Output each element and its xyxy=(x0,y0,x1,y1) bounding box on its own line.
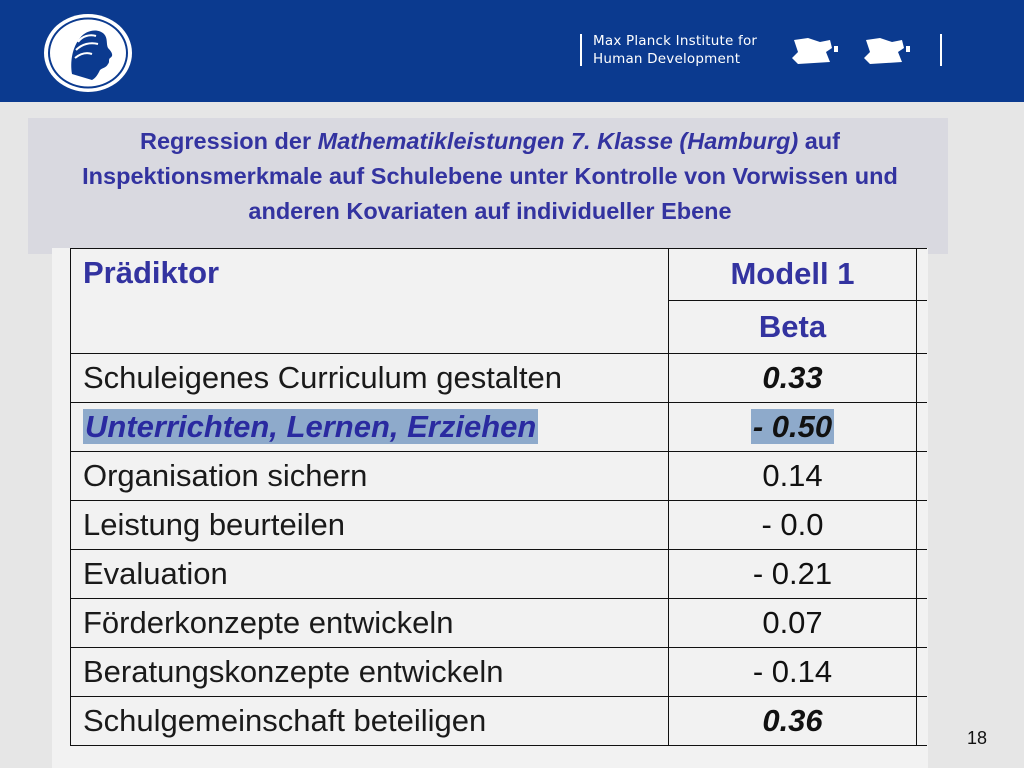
beta-cell: - 0.21 xyxy=(669,550,917,599)
institute-name xyxy=(593,32,757,68)
institute-divider xyxy=(580,34,582,66)
beta-cell xyxy=(669,403,917,452)
beta-cell: 0.36 xyxy=(669,697,917,746)
table-row xyxy=(71,599,927,648)
beta-cell: 0.33 xyxy=(669,354,917,403)
table-row xyxy=(71,452,927,501)
predictor-header: Prädiktor xyxy=(71,249,669,354)
minerva-logo-icon xyxy=(42,12,134,94)
predictor-cell: Förderkonzepte entwickeln xyxy=(71,599,669,648)
header-banner xyxy=(0,0,1024,102)
institute-line-1: Max Planck Institute for xyxy=(593,33,758,49)
beta-header: Beta xyxy=(669,300,917,353)
banner-end-divider xyxy=(940,34,942,66)
table-row xyxy=(71,403,927,452)
beta-cell: - 0.0 xyxy=(669,501,917,550)
table-row xyxy=(71,648,927,697)
beta-cell: 0.07 xyxy=(669,599,917,648)
predictor-cell: Schuleigenes Curriculum gestalten xyxy=(71,354,669,403)
title-italic: Mathematikleistungen 7. Klasse (Hamburg) xyxy=(317,128,799,154)
page-number: 18 xyxy=(966,728,988,748)
table-row xyxy=(71,550,927,599)
table-row xyxy=(71,697,927,746)
institute-mark-icon xyxy=(790,36,840,66)
table-row xyxy=(71,354,927,403)
title-part-2: auf Inspektionsmerkmale auf Schulebene unter Kontrolle von Vorwissen und anderen Kovariaten auf individueller Ebene xyxy=(82,128,898,224)
predictor-cell: Leistung beurteilen xyxy=(71,501,669,550)
title-part-1: Regression der xyxy=(140,128,318,154)
highlighted-beta: - 0.50 xyxy=(752,409,833,444)
institute-line-2: Human Development xyxy=(593,51,741,67)
predictor-cell xyxy=(71,403,669,452)
beta-cell: - 0.14 xyxy=(669,648,917,697)
predictor-cell: Evaluation xyxy=(71,550,669,599)
highlighted-predictor: Unterrichten, Lernen, Erziehen xyxy=(85,409,537,444)
table-row xyxy=(71,501,927,550)
model-header: Modell 1 xyxy=(669,249,917,301)
institute-mark-icon xyxy=(862,36,912,66)
table-header-row xyxy=(71,249,927,301)
predictor-cell: Schulgemeinschaft beteiligen xyxy=(71,697,669,746)
slide-title xyxy=(50,124,930,229)
predictor-cell: Beratungskonzepte entwickeln xyxy=(71,648,669,697)
regression-table xyxy=(70,248,927,746)
predictor-cell: Organisation sichern xyxy=(71,452,669,501)
beta-cell: 0.14 xyxy=(669,452,917,501)
